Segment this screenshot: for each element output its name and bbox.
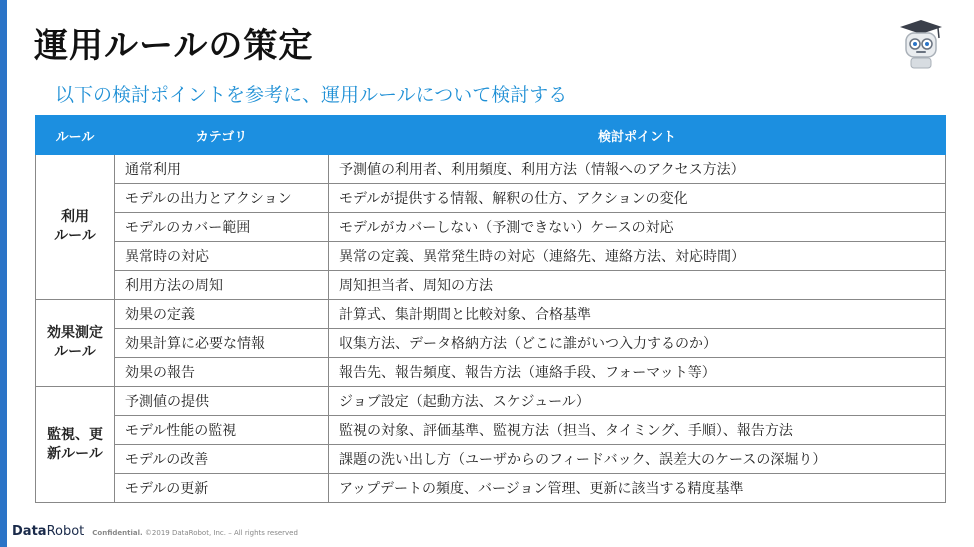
category-cell: モデルの更新 xyxy=(115,474,329,503)
copyright-text: ©2019 DataRobot, Inc. – All rights reserved xyxy=(144,529,298,537)
category-cell: 効果計算に必要な情報 xyxy=(115,329,329,358)
group-name-line1: 利用 xyxy=(61,209,89,225)
header-category: カテゴリ xyxy=(115,116,329,155)
points-cell: ジョブ設定（起動方法、スケジュール） xyxy=(329,387,946,416)
group-name-line2: ルール xyxy=(54,228,96,244)
category-cell: 利用方法の周知 xyxy=(115,271,329,300)
category-cell: 通常利用 xyxy=(115,155,329,184)
slide-title: 運用ルールの策定 xyxy=(34,26,314,66)
group-name-line2: 新ルール xyxy=(47,445,103,462)
group-usage-rules xyxy=(36,155,115,300)
category-cell: モデルの出力とアクション xyxy=(115,184,329,213)
category-cell: モデルの改善 xyxy=(115,445,329,474)
points-cell: モデルがカバーしない（予測できない）ケースの対応 xyxy=(329,213,946,242)
table-row xyxy=(36,242,946,271)
category-cell: モデル性能の監視 xyxy=(115,416,329,445)
table-row xyxy=(36,387,946,416)
brand-data: Data xyxy=(12,524,47,539)
points-cell: 収集方法、データ格納方法（どこに誰がいつ入力するのか） xyxy=(329,329,946,358)
table-header-row xyxy=(36,116,946,155)
points-cell: 報告先、報告頻度、報告方法（連絡手段、フォーマット等） xyxy=(329,358,946,387)
points-cell: 周知担当者、周知の方法 xyxy=(329,271,946,300)
table-row xyxy=(36,184,946,213)
points-cell: 監視の対象、評価基準、監視方法（担当、タイミング、手順）、報告方法 xyxy=(329,416,946,445)
group-name-line1: 監視、更 xyxy=(47,426,103,443)
points-cell: 異常の定義、異常発生時の対応（連絡先、連絡方法、対応時間） xyxy=(329,242,946,271)
group-name-line2: ルール xyxy=(54,344,96,360)
table-row xyxy=(36,416,946,445)
group-name-line1: 効果測定 xyxy=(47,325,103,341)
category-cell: 異常時の対応 xyxy=(115,242,329,271)
category-cell: 予測値の提供 xyxy=(115,387,329,416)
points-cell: アップデートの頻度、バージョン管理、更新に該当する精度基準 xyxy=(329,474,946,503)
points-cell: 計算式、集計期間と比較対象、合格基準 xyxy=(329,300,946,329)
footer-legal xyxy=(92,529,298,537)
table-row xyxy=(36,474,946,503)
datarobot-logo xyxy=(12,524,84,539)
group-monitoring-update-rules xyxy=(36,387,115,503)
category-cell: モデルのカバー範囲 xyxy=(115,213,329,242)
brand-robot: Robot xyxy=(46,524,85,539)
points-cell: モデルが提供する情報、解釈の仕方、アクションの変化 xyxy=(329,184,946,213)
table-row xyxy=(36,445,946,474)
left-accent-bar xyxy=(0,0,7,547)
slide-subtitle: 以下の検討ポイントを参考に、運用ルールについて検討する xyxy=(55,84,568,106)
rules-table xyxy=(35,115,946,503)
footer xyxy=(12,524,298,539)
table-row xyxy=(36,271,946,300)
points-cell: 予測値の利用者、利用頻度、利用方法（情報へのアクセス方法） xyxy=(329,155,946,184)
robot-graduate-icon xyxy=(898,18,944,70)
table-row xyxy=(36,155,946,184)
confidential-label: Confidential. xyxy=(92,529,143,537)
table-row xyxy=(36,329,946,358)
header-rule: ルール xyxy=(36,116,115,155)
table-row xyxy=(36,300,946,329)
category-cell: 効果の定義 xyxy=(115,300,329,329)
category-cell: 効果の報告 xyxy=(115,358,329,387)
table-row xyxy=(36,213,946,242)
header-points: 検討ポイント xyxy=(329,116,946,155)
points-cell: 課題の洗い出し方（ユーザからのフィードバック、誤差大のケースの深堀り） xyxy=(329,445,946,474)
table-row xyxy=(36,358,946,387)
group-effect-measurement-rules xyxy=(36,300,115,387)
